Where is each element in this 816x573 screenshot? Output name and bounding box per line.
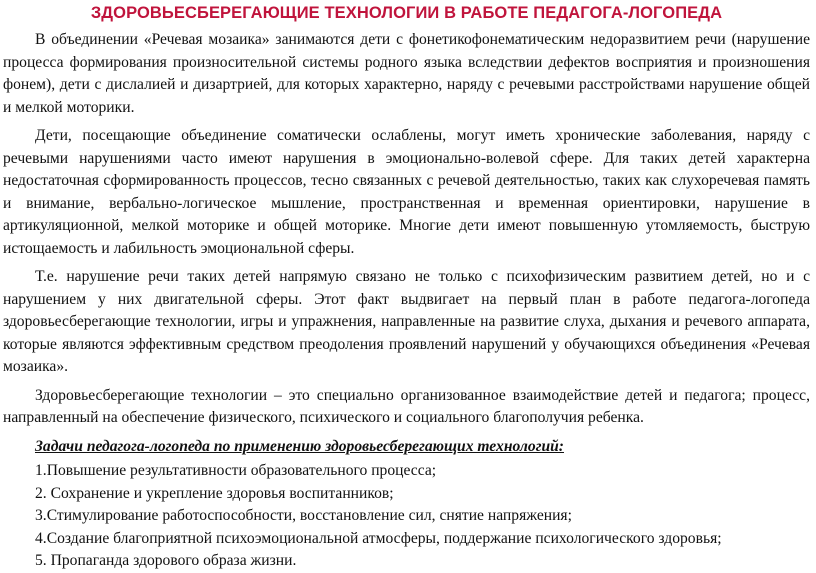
document-title: ЗДОРОВЬЕСБЕРЕГАЮЩИЕ ТЕХНОЛОГИИ В РАБОТЕ ПЕДАГОГА-ЛОГОПЕДА xyxy=(90,4,723,22)
paragraph-1: В объединении «Речевая мозаика» занимаются дети с фонетикофонематическим недоразвитием речи (нарушение процесса формирования произносительной системы родного языка вследствии дефектов восприятия и произношения фонем), дети с дислалией и дизартрией, для которых характерно, наряду с речевыми расстройствами нарушение общей и мелкой моторики. xyxy=(3,31,810,116)
paragraph-4: Здоровьесберегающие технологии – это специально организованное взаимодействие детей и педагога; процесс, направленный на обеспечение физического, психического и социального благополучия ребенка. xyxy=(3,386,810,426)
task-list xyxy=(3,460,810,573)
paragraph-2: Дети, посещающие объединение соматически ослаблены, могут иметь хронические заболевания, наряду с речевыми нарушениями часто имеют нарушения в эмоционально-волевой сфере. Для таких детей характерна недостаточная сформированность процессов, тесно связанных с речевой деятельностью, таких как слухоречевая память и внимание, вербально-логическое мышление, пространственная и временная ориентировки, нарушение в артикуляционной, мелкой моторике и общей моторике. Многие дети имеют повышенную утомляемость, быструю истощаемость и лабильность эмоциональной сферы. xyxy=(3,127,810,257)
task-item-2: 2. Сохранение и укрепление здоровья воспитанников; xyxy=(35,484,394,502)
task-item-5: 5. Пропаганда здорового образа жизни. xyxy=(35,552,297,569)
task-item-4: 4.Создание благоприятной психоэмоциональной атмосферы, поддержание психологического здоровья; xyxy=(35,529,722,547)
tasks-heading: Задачи педагога-логопеда по применению здоровьесберегающих технологий: xyxy=(35,437,564,455)
paragraph-3: Т.е. нарушение речи таких детей напрямую связано не только с психофизическим развитием детей, но и с нарушением у них двигательной сферы. Этот факт выдвигает на первый план в работе педагога-логопеда здоровьесберегающие технологии, игры и упражнения, направленные на развитие слуха, дыхания и речевого аппарата, которые являются эффективным средством преодоления проявлений нарушений у обучающихся объединения «Речевая мозаика». xyxy=(3,268,810,375)
task-item-1: 1.Повышение результативности образовательного процесса; xyxy=(35,462,437,479)
task-item-3: 3.Стимулирование работоспособности, восстановление сил, снятие напряжения; xyxy=(35,507,572,524)
